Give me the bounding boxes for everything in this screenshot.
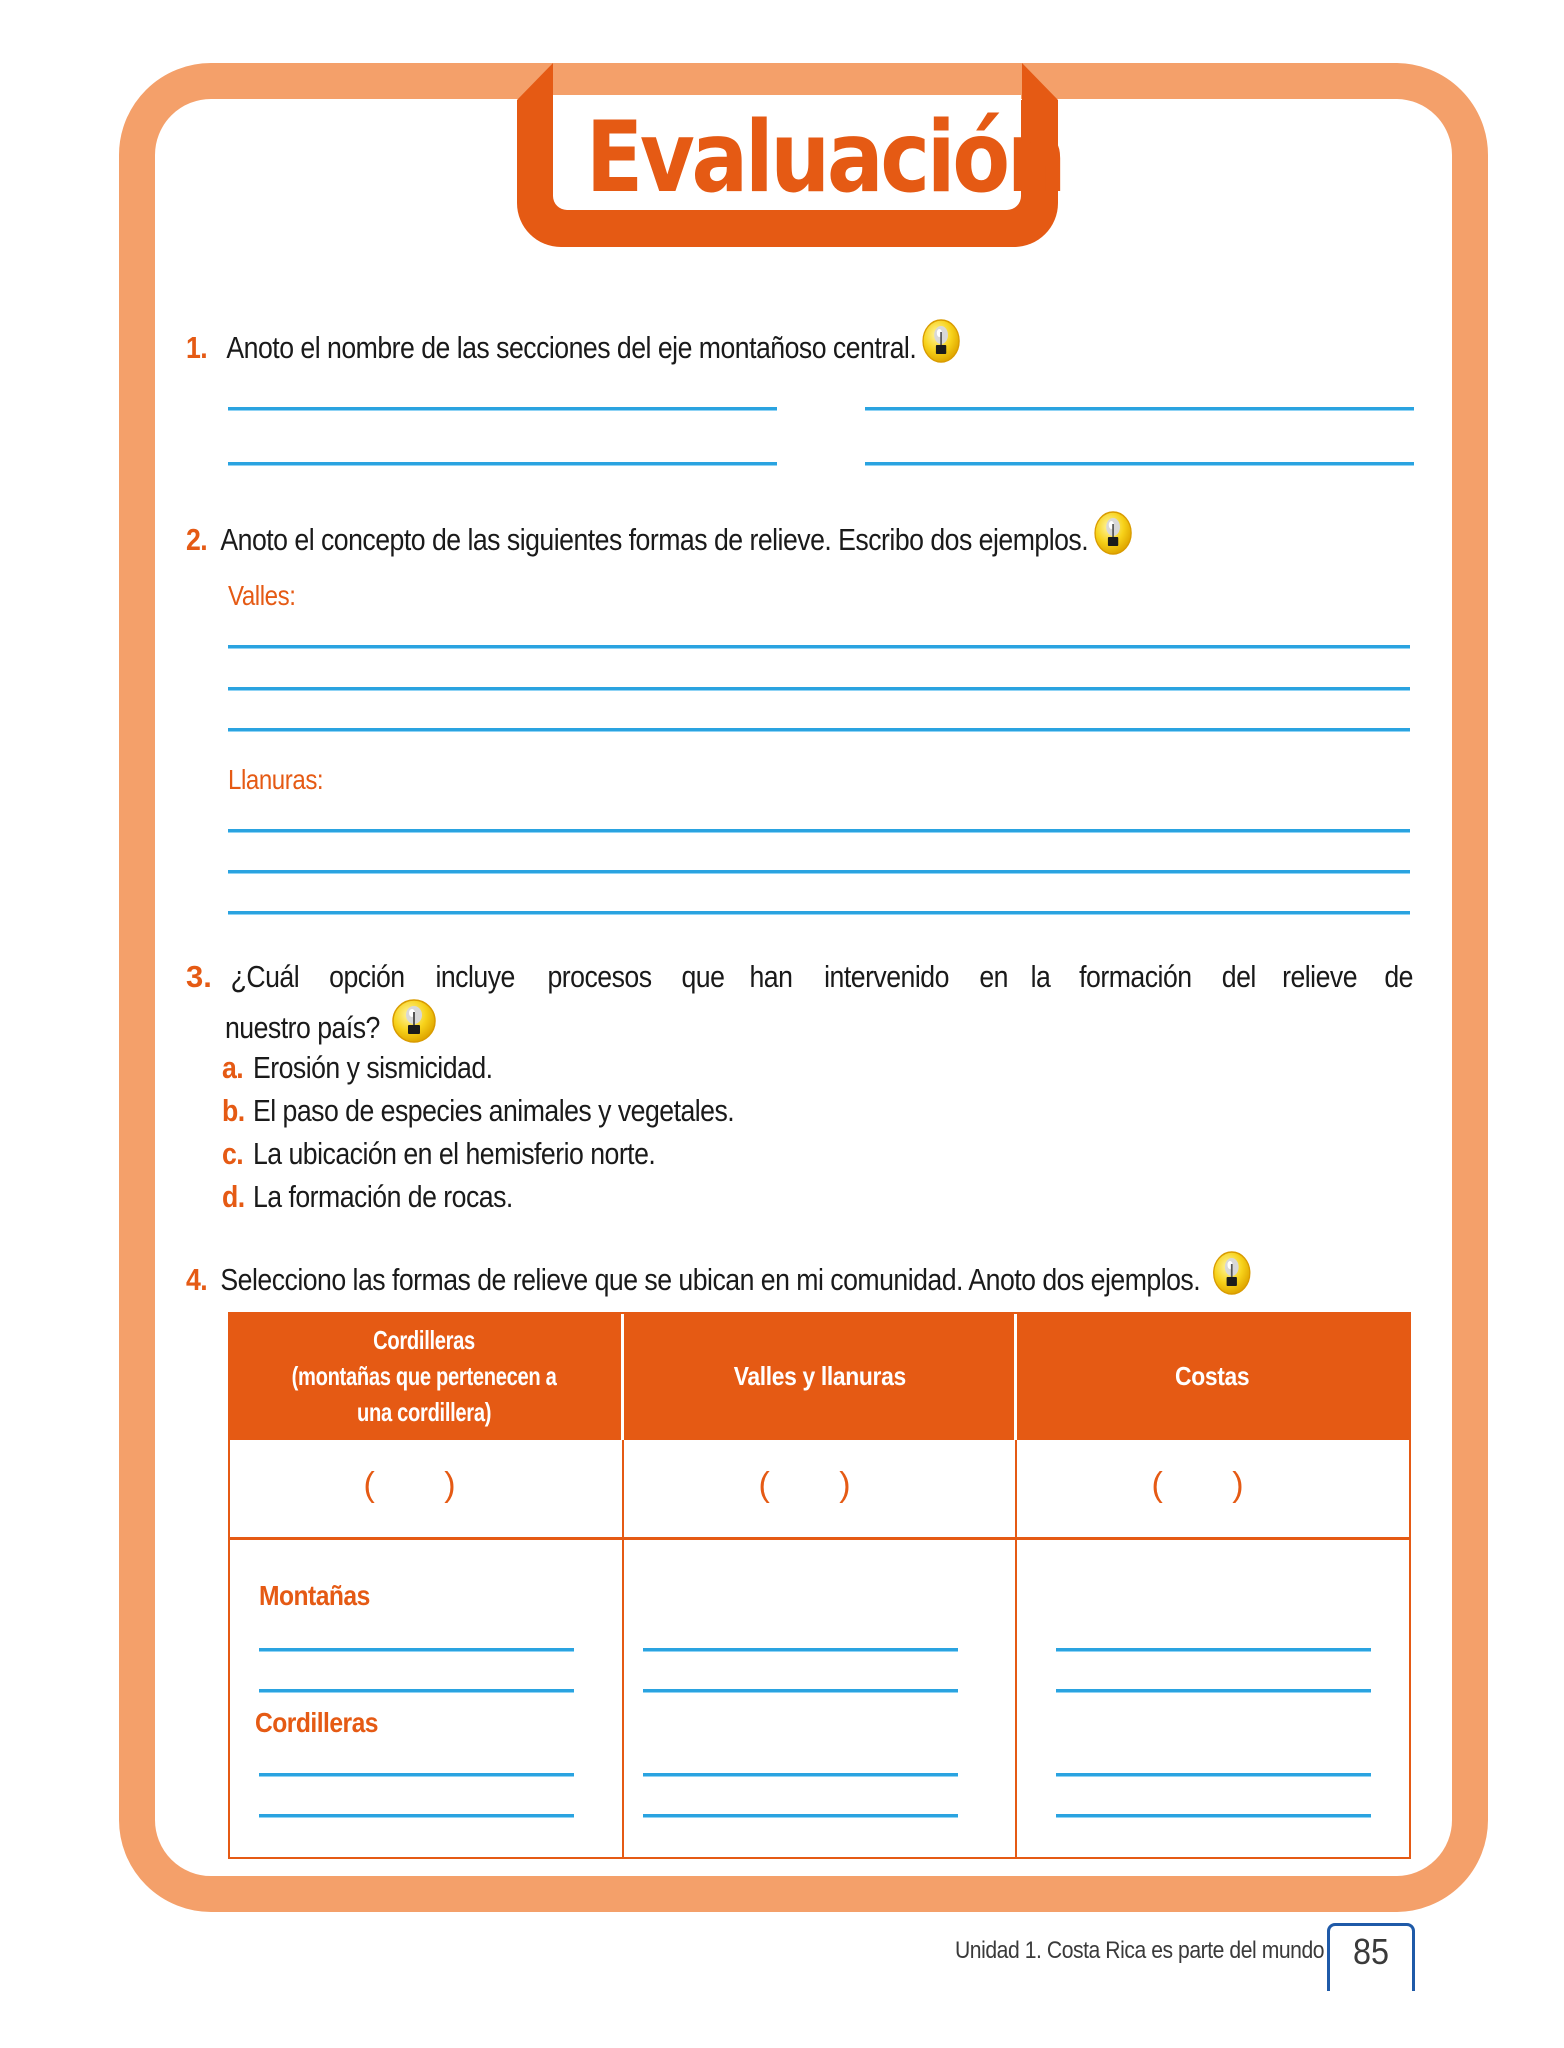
question-word: en [979, 959, 1009, 994]
table-header-cordilleras [228, 1312, 621, 1440]
question-number: 2. [186, 522, 208, 557]
question-word: de [1384, 959, 1413, 994]
question-word: que [681, 959, 725, 994]
banner-fold-right [1022, 63, 1058, 100]
header-divider [621, 1314, 624, 1440]
question-4 [186, 1250, 1252, 1300]
answer-line[interactable] [1056, 1814, 1371, 1817]
option-text: La formación de rocas. [252, 1179, 513, 1214]
answer-line[interactable] [228, 407, 777, 410]
question-text-line-1 [225, 955, 1415, 998]
answer-line[interactable] [259, 1689, 574, 1692]
question-word: del [1221, 959, 1256, 994]
option-b[interactable] [222, 1090, 734, 1132]
header-line: Cordilleras [373, 1325, 476, 1355]
lightbulb-icon [921, 318, 961, 364]
page-number-box [1327, 1923, 1415, 1991]
answer-line[interactable] [643, 1648, 958, 1651]
option-letter: b. [222, 1093, 245, 1128]
header-line: Costas [1175, 1361, 1250, 1391]
answer-line[interactable] [259, 1648, 574, 1651]
question-1 [186, 318, 961, 368]
answer-line[interactable] [1056, 1648, 1371, 1651]
question-word: incluye [435, 959, 515, 994]
question-2 [186, 510, 1133, 560]
option-text: El paso de especies animales y vegetales. [252, 1093, 735, 1128]
answer-line[interactable] [259, 1814, 574, 1817]
answer-line[interactable] [259, 1773, 574, 1776]
answer-line[interactable] [1056, 1689, 1371, 1692]
checkbox-valles[interactable]: ( ) [758, 1466, 881, 1504]
answer-line[interactable] [228, 829, 1410, 832]
section-label-llanuras: Llanuras: [228, 764, 324, 795]
header-divider [1014, 1314, 1017, 1440]
row-divider [228, 1537, 1411, 1540]
checkbox-costas[interactable]: ( ) [1151, 1466, 1274, 1504]
answer-line[interactable] [228, 462, 777, 465]
question-word: formación [1079, 959, 1192, 994]
question-word: intervenido [824, 959, 950, 994]
question-number: 4. [186, 1262, 208, 1297]
table-header-valles [623, 1312, 1016, 1440]
answer-line[interactable] [865, 407, 1414, 410]
answer-line[interactable] [643, 1689, 958, 1692]
option-letter: a. [222, 1050, 244, 1085]
answer-line[interactable] [228, 870, 1410, 873]
option-text: Erosión y sismicidad. [252, 1050, 493, 1085]
banner-fold-left [517, 63, 553, 100]
answer-line[interactable] [228, 645, 1410, 648]
answer-line[interactable] [643, 1773, 958, 1776]
option-a[interactable] [222, 1047, 493, 1089]
question-number: 3. [186, 959, 212, 994]
option-letter: d. [222, 1179, 245, 1214]
answer-line[interactable] [228, 911, 1410, 914]
question-3 [225, 955, 1415, 1049]
option-c[interactable] [222, 1133, 655, 1175]
question-word: han [749, 959, 793, 994]
unit-footer: Unidad 1. Costa Rica es parte del mundo [955, 1937, 1325, 1964]
question-word: procesos [547, 959, 652, 994]
lightbulb-icon [391, 998, 437, 1044]
header-line: (montañas que pertenecen a [292, 1361, 557, 1391]
row-label-montanas: Montañas [259, 1580, 370, 1611]
answer-line[interactable] [228, 728, 1410, 731]
answer-line[interactable] [228, 687, 1410, 690]
question-word: ¿Cuál [230, 959, 300, 994]
question-text: Anoto el concepto de las siguientes formas de relieve. Escribo dos ejemplos. [220, 522, 1089, 557]
option-d[interactable] [222, 1176, 513, 1218]
question-text: Anoto el nombre de las secciones del eje montañoso central. [226, 330, 917, 365]
table-header-costas [1016, 1312, 1409, 1440]
header-line: una cordillera) [357, 1397, 492, 1427]
page-title: Evaluación [585, 101, 1064, 215]
question-word: relieve [1282, 959, 1358, 994]
header-line: Valles y llanuras [733, 1361, 906, 1391]
question-text-line-2 [225, 998, 1415, 1049]
checkbox-cordilleras[interactable]: ( ) [363, 1466, 486, 1504]
row-label-cordilleras: Cordilleras [255, 1707, 378, 1738]
answer-line[interactable] [865, 462, 1414, 465]
question-text: nuestro país? [225, 1010, 380, 1045]
question-text: Selecciono las formas de relieve que se ubican en mi comunidad. Anoto dos ejemplos. [220, 1262, 1201, 1297]
lightbulb-icon [1093, 510, 1133, 556]
page-number: 85 [1352, 1931, 1390, 1972]
answer-line[interactable] [643, 1814, 958, 1817]
question-number: 1. [186, 330, 208, 365]
answer-line[interactable] [1056, 1773, 1371, 1776]
question-word: la [1030, 959, 1051, 994]
section-label-valles: Valles: [228, 580, 296, 611]
lightbulb-icon [1212, 1250, 1252, 1296]
question-word: opción [328, 959, 405, 994]
option-letter: c. [222, 1136, 244, 1171]
option-text: La ubicación en el hemisferio norte. [252, 1136, 656, 1171]
